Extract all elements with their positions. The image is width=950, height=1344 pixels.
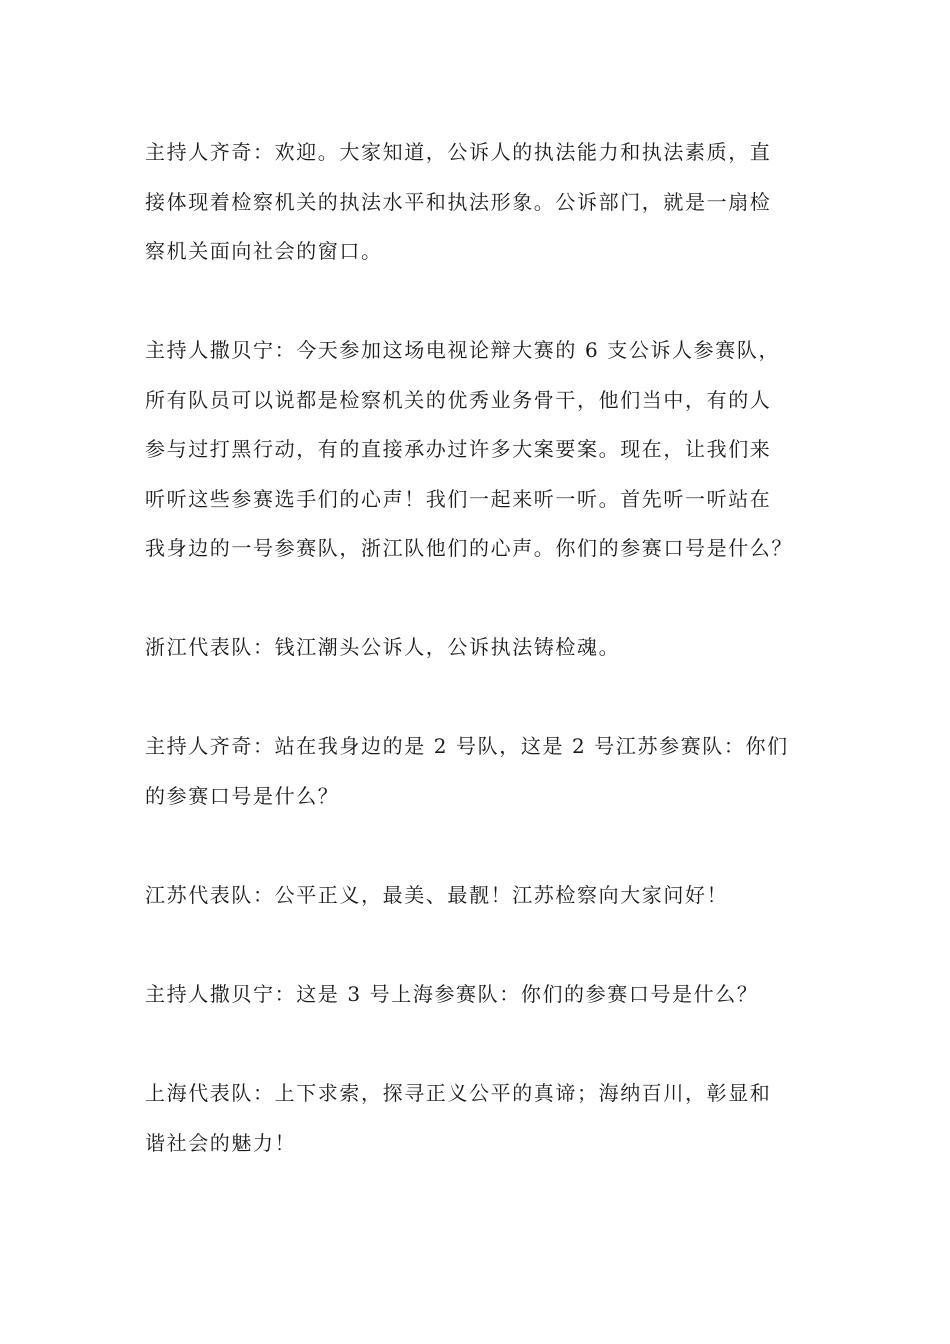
paragraph-7-line-2: 谐社会的魅力！ bbox=[145, 1131, 297, 1155]
paragraph-1-line-3: 察机关面向社会的窗口。 bbox=[145, 239, 383, 263]
paragraph-2-line-2: 所有队员可以说都是检察机关的优秀业务骨干，他们当中，有的人 bbox=[145, 388, 772, 412]
paragraph-4-line-1: 主持人齐奇：站在我身边的是 2 号队，这是 2 号江苏参赛队：你们 bbox=[145, 734, 789, 758]
paragraph-1-line-1: 主持人齐奇：欢迎。大家知道，公诉人的执法能力和执法素质，直 bbox=[145, 140, 772, 164]
paragraph-3-line-1: 浙江代表队：钱江潮头公诉人，公诉执法铸检魂。 bbox=[145, 635, 621, 659]
paragraph-7-line-1: 上海代表队：上下求索，探寻正义公平的真谛；海纳百川，彰显和 bbox=[145, 1081, 772, 1105]
paragraph-6-line-1: 主持人撒贝宁：这是 3 号上海参赛队：你们的参赛口号是什么？ bbox=[145, 982, 759, 1006]
paragraph-4-line-2: 的参赛口号是什么？ bbox=[145, 784, 340, 808]
paragraph-2-line-4: 听听这些参赛选手们的心声！我们一起来听一听。首先听一听站在 bbox=[145, 487, 772, 511]
paragraph-5-line-1: 江苏代表队：公平正义，最美、最靓！江苏检察向大家问好！ bbox=[145, 883, 729, 907]
paragraph-2-line-3: 参与过打黑行动，有的直接承办过许多大案要案。现在，让我们来 bbox=[145, 437, 772, 461]
paragraph-2-line-1: 主持人撒贝宁：今天参加这场电视论辩大赛的 6 支公诉人参赛队， bbox=[145, 338, 781, 362]
paragraph-2-line-5: 我身边的一号参赛队，浙江队他们的心声。你们的参赛口号是什么？ bbox=[145, 536, 793, 560]
paragraph-1-line-2: 接体现着检察机关的执法水平和执法形象。公诉部门，就是一扇检 bbox=[145, 190, 772, 214]
